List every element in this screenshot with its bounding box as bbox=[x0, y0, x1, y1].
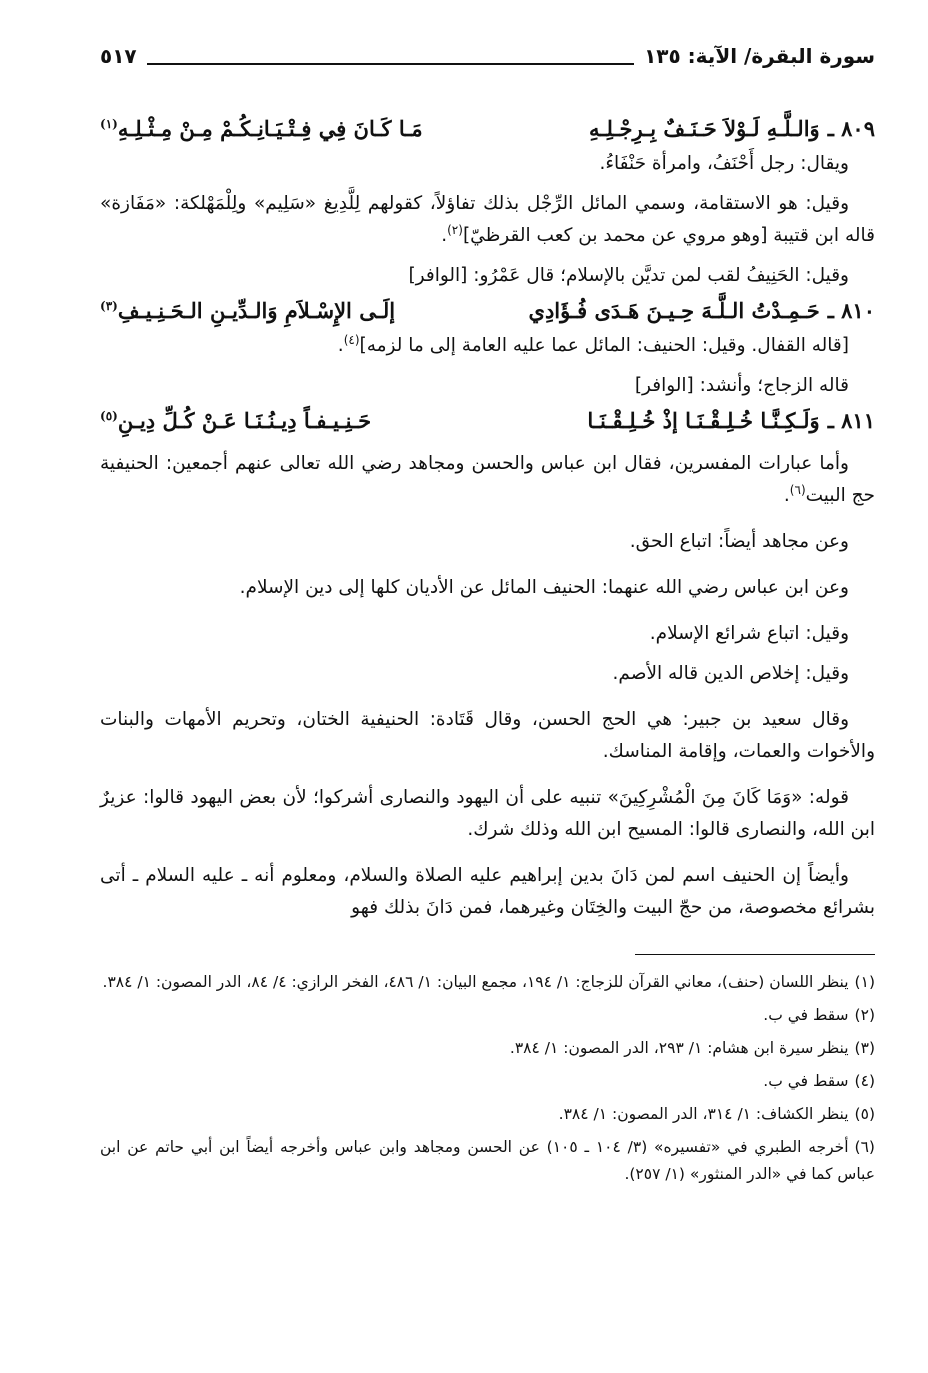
verse-second-hemistich-text: إلَـى الإِسْـلاَمِ وَالـدِّيـنِ الـحَـنِـيـفِ bbox=[117, 298, 396, 323]
footnote-reference[interactable]: (٤) bbox=[343, 332, 360, 347]
paragraph: وقيل: اتباع شرائع الإسلام. bbox=[649, 623, 849, 644]
surah-title: سورة البقرة/ الآية: ١٣٥ bbox=[644, 44, 875, 68]
page-number: ٥١٧ bbox=[100, 44, 137, 68]
verse-second-hemistich bbox=[100, 402, 371, 440]
footnote-reference[interactable]: (٢) bbox=[447, 222, 463, 237]
paragraph bbox=[100, 330, 875, 362]
footnote bbox=[100, 969, 875, 996]
paragraph bbox=[100, 188, 875, 252]
footnote bbox=[100, 1002, 875, 1029]
footnote-text: سقط في ب. bbox=[763, 1072, 849, 1090]
footnote bbox=[100, 1035, 875, 1062]
footnote-number: (٦) bbox=[854, 1138, 875, 1156]
footnote bbox=[100, 1068, 875, 1095]
poetry-verse bbox=[100, 110, 875, 148]
footnote bbox=[100, 1101, 875, 1128]
footnote-number: (٥) bbox=[854, 1105, 875, 1123]
paragraph: وقال سعيد بن جبير: هي الحج الحسن، وقال قَتَادة: الحنيفية الختان، وتحريم الأمهات والبنات والأخوات والعمات، وإقامة المناسك. bbox=[100, 709, 875, 762]
paragraph-tail: . bbox=[441, 225, 448, 246]
footnote-text: ينظر اللسان (حنف)، معاني القرآن للزجاج: ١/ ١٩٤، مجمع البيان: ١/ ٤٨٦، الفخر الرازي: ٤/ ٨٤، الدر المصون: ١/ ٣٨٤. bbox=[102, 973, 849, 991]
verse-number: ٨٠٩ ـ bbox=[827, 116, 875, 141]
footnote-reference[interactable]: (١) bbox=[100, 117, 118, 131]
footnote-text: سقط في ب. bbox=[763, 1006, 849, 1024]
paragraph: قاله الزجاج؛ وأنشد: [الوافر] bbox=[634, 375, 849, 396]
verse-first-hemistich: وَالـلَّـهِ لَـوْلاَ حَـنَـفٌ بِـرِجْـلِـهِ bbox=[589, 116, 820, 141]
footnote-text: أخرجه الطبري في «تفسيره» (٣/ ١٠٤ ـ ١٠٥) عن الحسن ومجاهد وابن عباس وأخرجه أيضاً ابن أبي حاتم عن ابن عباس كما في «الدر المنثور» (١/ ٢٥٧). bbox=[100, 1138, 875, 1183]
paragraph-tail: . bbox=[783, 485, 790, 506]
verse-first-hemistich: حَـمِـدْتُ الـلَّـهَ حِـيـنَ هَـدَى فُـؤَادِي bbox=[528, 298, 820, 323]
verse-second-hemistich bbox=[100, 292, 395, 330]
footnote-number: (١) bbox=[854, 973, 875, 991]
footnotes bbox=[100, 969, 875, 1188]
paragraph-text: وأما عبارات المفسرين، فقال ابن عباس والحسن ومجاهد رضي الله تعالى عنهم أجمعين: الحنيفية حج البيت bbox=[100, 453, 875, 506]
footnote-text: ينظر الكشاف: ١/ ٣١٤، الدر المصون: ١/ ٣٨٤. bbox=[558, 1105, 849, 1123]
paragraph: وعن ابن عباس رضي الله عنهما: الحنيف المائل عن الأديان كلها إلى دين الإسلام. bbox=[239, 577, 849, 598]
footnote-reference[interactable]: (٣) bbox=[100, 299, 118, 313]
footnote-separator bbox=[635, 954, 875, 955]
running-header bbox=[100, 36, 875, 76]
paragraph bbox=[100, 448, 875, 512]
paragraph: وعن مجاهد أيضاً: اتباع الحق. bbox=[629, 531, 849, 552]
verse-first-hemistich: وَلَـكِـنَّـا خُـلِـقْـنَـا إذْ خُـلِـقْـنَـا bbox=[587, 408, 820, 433]
footnote-reference[interactable]: (٥) bbox=[100, 409, 118, 423]
verse-number: ٨١٠ ـ bbox=[827, 298, 875, 323]
footnote-number: (٤) bbox=[854, 1072, 875, 1090]
verse-second-hemistich-text: مَـا كَـانَ فِي فِـتْـيَـانِـكُـمْ مِـنْ مِـثْـلِـهِ bbox=[117, 116, 423, 141]
footnote-text: ينظر سيرة ابن هشام: ١/ ٢٩٣، الدر المصون: ١/ ٣٨٤. bbox=[509, 1039, 849, 1057]
header-rule bbox=[147, 63, 634, 65]
document-page bbox=[100, 36, 875, 1194]
verse-second-hemistich-text: حَـنِـيـفـاً دِيـنُـنَـا عَـنْ كُـلِّ دِيـنِ bbox=[117, 408, 372, 433]
paragraph: وأيضاً إن الحنيف اسم لمن دَانَ بدين إبراهيم عليه الصلاة والسلام، ومعلوم أنه ـ عليه السلام ـ أتى بشرائع مخصوصة، من حجّ البيت والخِتَان وغيرهما، فمن دَانَ بذلك فهو bbox=[100, 865, 875, 918]
paragraph: قوله: «وَمَا كَانَ مِنَ الْمُشْرِكِينَ» تنبيه على أن اليهود والنصارى أشركوا؛ لأن بعض اليهود قالوا: عزيرٌ ابن الله، والنصارى قالوا: المسيح ابن الله وذلك شرك. bbox=[100, 787, 875, 840]
poetry-verse bbox=[100, 292, 875, 330]
verse-second-hemistich bbox=[100, 110, 423, 148]
footnote-number: (٣) bbox=[854, 1039, 875, 1057]
paragraph: وقيل: الحَنِيفُ لقب لمن تديَّن بالإسلام؛ قال عَمْرُو: [الوافر] bbox=[408, 265, 849, 286]
footnote-reference[interactable]: (٦) bbox=[789, 482, 806, 497]
paragraph-text: وقيل: هو الاستقامة، وسمي المائل الرِّجْل بذلك تفاؤلاً، كقولهم لِلَّدِيغ «سَلِيم» ولِلْمَهْلكة: «مَفَازة» قاله ابن قتيبة [وهو مروي عن محمد بن كعب القرظيّ] bbox=[100, 193, 875, 246]
paragraph-text: [قاله القفال. وقيل: الحنيف: المائل عما عليه العامة إلى ما لزمه] bbox=[359, 335, 849, 356]
footnote bbox=[100, 1134, 875, 1188]
paragraph: وقيل: إخلاص الدين قاله الأصم. bbox=[612, 663, 849, 684]
paragraph-tail: . bbox=[337, 335, 344, 356]
verse-number: ٨١١ ـ bbox=[827, 408, 875, 433]
footnote-number: (٢) bbox=[854, 1006, 875, 1024]
main-text bbox=[100, 110, 875, 924]
paragraph: ويقال: رجل أَحْنَفُ، وامرأة حَنْفَاءُ. bbox=[599, 153, 849, 174]
poetry-verse bbox=[100, 402, 875, 440]
